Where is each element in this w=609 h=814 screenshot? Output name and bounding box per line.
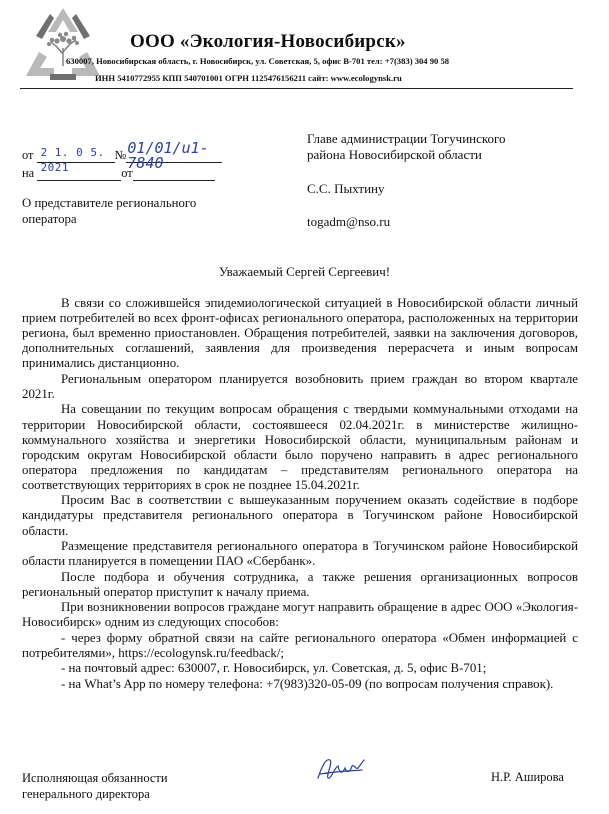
signatory-title-line-1: Исполняющая обязанности xyxy=(22,771,168,785)
subject xyxy=(22,196,196,227)
paragraph: - на почтовый адрес: 630007, г. Новосибирск, ул. Советская, д. 5, офис В-701; xyxy=(61,661,487,676)
paragraph: - на What’s App по номеру телефона: +7(983)320-05-09 (по вопросам получения справок). xyxy=(61,676,554,691)
tree-recycling-logo-icon xyxy=(20,6,106,82)
org-identifiers: ИНН 5410772955 КПП 540701001 ОГРН 1125476156211 сайт: www.ecologynsk.ru xyxy=(95,73,402,83)
on-from-prefix: от xyxy=(121,166,133,180)
subject-line-1: О представителе регионального xyxy=(22,196,197,210)
incoming-number-line xyxy=(37,167,121,181)
paragraph: - через форму обратной связи на сайте регионального оператора «Обмен информацией с потребителями», https://ecologynsk.ru/feedback/; xyxy=(22,630,578,660)
number-line xyxy=(126,139,222,172)
paragraph: В связи со сложившейся эпидемиологической ситуацией в Новосибирской области личный прием потребителей во всех фронт-офисах регионального оператора, расположенных на территории региона, был временно приостановлен. Обращения потребителей, заявки на заключения договоров, дополнительных соглашений, заявления для произведения перерасчета и иным вопросам принимались дистанционно. xyxy=(22,296,578,371)
org-address: 630007, Новосибирская область, г. Новосибирск, ул. Советская, 5, офис В-701 тел: +7(383) 304 90 58 xyxy=(66,56,450,66)
signatory-name: Н.Р. Аширова xyxy=(491,770,564,784)
addressee-email: togadm@nso.ru xyxy=(307,214,391,229)
addressee-line-2: района Новосибирской области xyxy=(307,147,482,162)
addressee-line-1: Главе администрации Тогучинского xyxy=(307,131,506,146)
org-name: ООО «Экология-Новосибирск» xyxy=(130,31,406,52)
paragraph: После подбора и обучения сотрудника, а также решения организационных вопросов региональный оператор приступит к началу приема. xyxy=(22,569,578,599)
handwritten-number: 01/01/u1-7840 xyxy=(127,139,209,172)
addressee-name: С.С. Пыхтину xyxy=(307,181,385,196)
on-prefix: на xyxy=(22,166,35,180)
incoming-date-line xyxy=(133,167,215,181)
signatory-title xyxy=(22,770,168,802)
handwritten-signature xyxy=(312,752,372,786)
paragraph: Просим Вас в соответствии с вышеуказанным поручением оказать содействие в подборе кандидатуры представителя регионального оператора в Тогучинском районе Новосибирской области. xyxy=(22,493,578,538)
subject-line-2: оператора xyxy=(22,211,77,226)
paragraph: Региональным оператором планируется возобновить прием граждан во втором квартале 2021г. xyxy=(22,371,578,401)
paragraph: На совещании по текущим вопросам обращения с твердыми коммунальными отходами на территории Новосибирской области, состоявшееся 02.04.2021г. в министерстве жилищно-коммунального хозяйства и энергетики Новосибирской области, муниципальным районам и городским округам Новосибирской области было поручено направить в адрес регионального оператора предложения по кандидатам – представителям регионального оператора на соответствующих территориях в срок не позднее 15.04.2021г. xyxy=(22,402,578,492)
addressee xyxy=(307,131,506,230)
handwritten-date: 2 1. 0 5. 2021 xyxy=(40,146,105,174)
greeting: Уважаемый Сергей Сергеевич! xyxy=(218,264,391,279)
header-divider xyxy=(20,88,573,89)
from-prefix: от xyxy=(22,148,34,162)
incoming-ref xyxy=(22,166,215,181)
signatory-title-line-2: генерального директора xyxy=(22,787,150,801)
number-prefix: № xyxy=(114,148,127,162)
letter-body xyxy=(22,296,578,692)
paragraph: При возникновении вопросов граждане могут направить обращение в адрес ООО «Экология-Новосибирск» одним из следующих способов: xyxy=(22,600,578,630)
date-line xyxy=(37,146,115,174)
paragraph: Размещение представителя регионального оператора в Тогучинском районе Новосибирской области планируется в помещении ПАО «Сбербанк». xyxy=(22,539,578,569)
